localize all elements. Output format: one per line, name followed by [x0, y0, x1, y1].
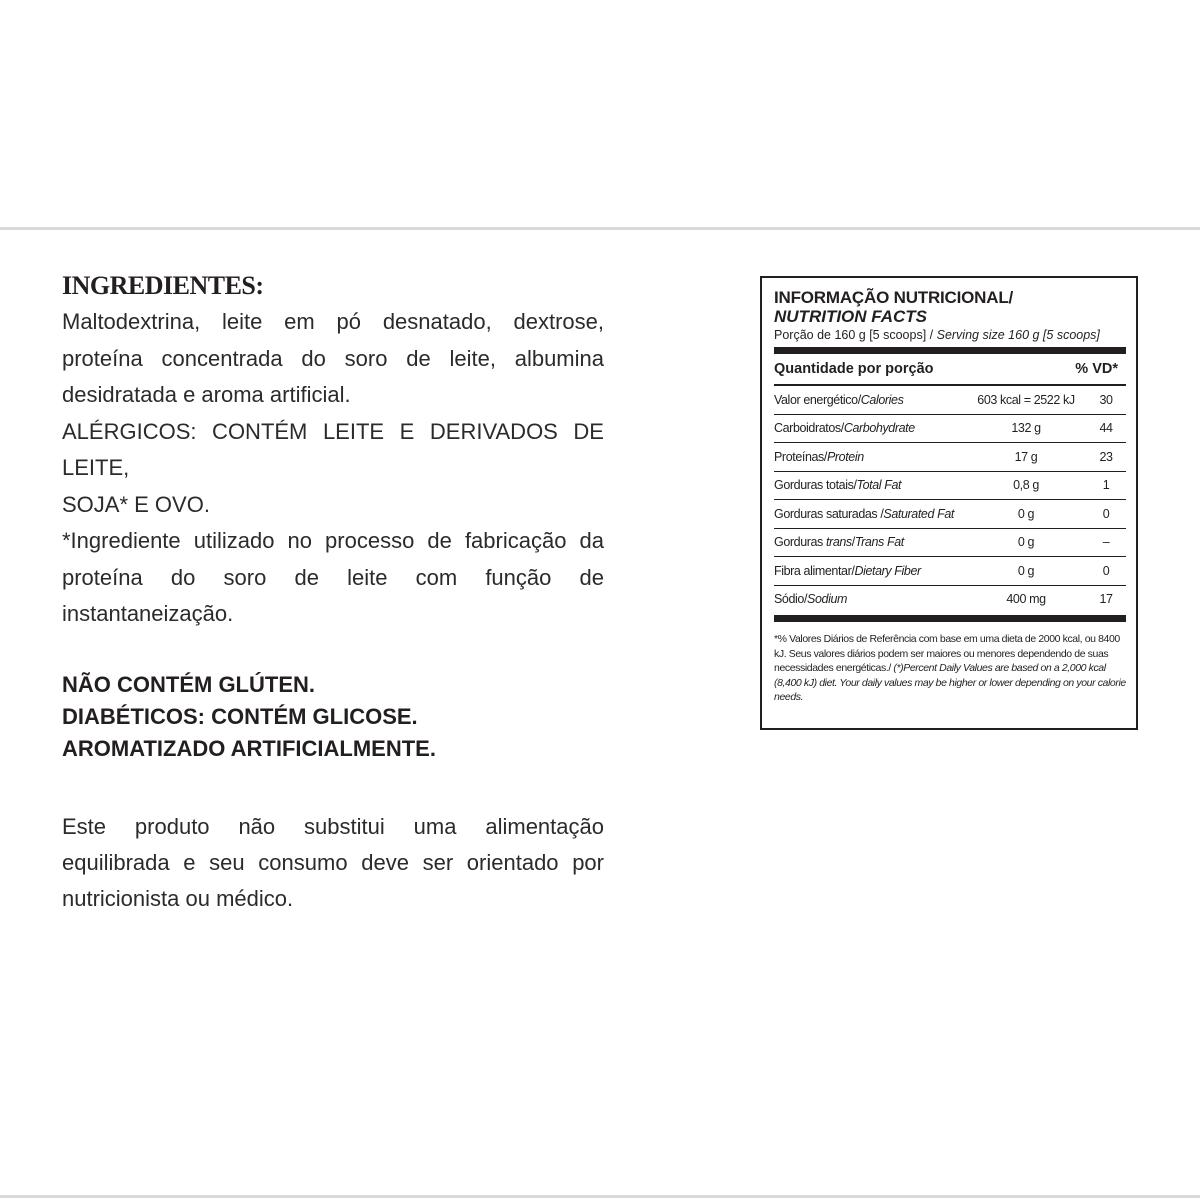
- nutrient-name-pt: Gorduras: [774, 535, 826, 550]
- table-row: [774, 529, 1126, 558]
- table-row: [774, 472, 1126, 501]
- nutrient-name-en: Dietary Fiber: [854, 563, 921, 578]
- nutrient-name-pt: Gorduras saturadas /: [774, 506, 884, 521]
- nutrient-name-pt: Proteínas/: [774, 449, 827, 464]
- footnote-en: (*)Percent Daily Values are based on a 2,000 kcal (8,400 kJ) diet. Your daily values may be higher or lower depending on your calorie needs.: [774, 662, 1126, 703]
- thick-divider-bottom: [774, 615, 1126, 622]
- nutrient-name: [774, 535, 966, 549]
- table-row: [774, 415, 1126, 444]
- warnings-block: [62, 669, 604, 765]
- artificial-flavor-warning: AROMATIZADO ARTIFICIALMENTE.: [62, 735, 436, 761]
- table-header: [774, 354, 1126, 386]
- ingredients-line: desidratada e aroma artificial.: [62, 382, 351, 407]
- nutrient-name-en: Trans Fat: [854, 535, 904, 550]
- thick-divider: [774, 347, 1126, 354]
- nutrient-name-pt: Valor energético/: [774, 392, 861, 407]
- nutrient-name-en: Total Fat: [856, 478, 902, 493]
- nutrient-name-pt: Sódio/: [774, 592, 808, 607]
- nutrient-name: [774, 507, 966, 521]
- nutrient-amount: 603 kcal = 2522 kJ: [977, 392, 1075, 407]
- footnote-line: instantaneização.: [62, 601, 234, 626]
- nutrient-name-en: Saturated Fat: [883, 506, 954, 521]
- nutrient-name-separator: /: [851, 535, 855, 550]
- serving-size-pt: Porção de 160 g [5 scoops] /: [774, 328, 937, 342]
- allergens-line: SOJA* E OVO.: [62, 491, 210, 517]
- nutrient-name-pt: Fibra alimentar/: [774, 563, 855, 578]
- nutrient-name: [774, 450, 966, 464]
- table-row: [774, 443, 1126, 472]
- nutrient-name-en: Sodium: [807, 592, 848, 607]
- nutrient-name-pt-italic: trans: [825, 535, 852, 550]
- nutrient-name: [774, 478, 966, 492]
- gluten-warning: NÃO CONTÉM GLÚTEN.: [62, 671, 315, 697]
- nutrient-name-en: Protein: [826, 449, 864, 464]
- nutrient-dv: 44: [1099, 421, 1113, 436]
- nutrient-rows: [774, 386, 1126, 613]
- table-row: [774, 500, 1126, 529]
- nutrient-amount: 17 g: [1014, 449, 1038, 464]
- table-row: [774, 557, 1126, 586]
- ingredients-line: Maltodextrina, leite em pó desnatado, dextrose,: [62, 309, 604, 334]
- nutrition-footnote: [774, 632, 1126, 705]
- nutrient-name-en: Calories: [860, 392, 904, 407]
- nutrient-dv: –: [1102, 535, 1110, 550]
- top-divider: [0, 227, 1200, 230]
- bottom-divider: [0, 1195, 1200, 1198]
- nutrient-dv: 30: [1099, 392, 1113, 407]
- nutrient-name: [774, 421, 966, 435]
- footnote-line: *Ingrediente utilizado no processo de fabricação da: [62, 528, 604, 553]
- table-row: [774, 386, 1126, 415]
- nutrient-amount: 0,8 g: [1013, 478, 1039, 493]
- header-dv: % VD*: [1075, 361, 1118, 377]
- nutrient-amount: 0 g: [1017, 563, 1035, 578]
- header-quantity: Quantidade por porção: [774, 361, 934, 377]
- disclaimer-line: nutricionista ou médico.: [62, 885, 294, 911]
- footnote-line: proteína do soro de leite com função de: [62, 564, 604, 590]
- ingredients-panel: [62, 268, 604, 917]
- nutrient-name: [774, 393, 966, 407]
- disclaimer-text: [62, 809, 604, 917]
- nutrition-title-pt: INFORMAÇÃO NUTRICIONAL/: [774, 288, 1014, 307]
- nutrient-name: [774, 592, 966, 606]
- nutrient-amount: 132 g: [1011, 421, 1041, 436]
- nutrient-amount: 400 mg: [1006, 592, 1046, 607]
- nutrient-name: [774, 564, 966, 578]
- nutrient-dv: 23: [1099, 449, 1113, 464]
- allergens-line: ALÉRGICOS: CONTÉM LEITE E DERIVADOS DE LEITE,: [62, 418, 604, 480]
- nutrient-name-pt: Gorduras totais/: [774, 478, 857, 493]
- nutrition-facts-table: [760, 276, 1138, 730]
- diabetics-warning: DIABÉTICOS: CONTÉM GLICOSE.: [62, 703, 418, 729]
- nutrient-name-en: Carbohydrate: [843, 421, 915, 436]
- ingredients-text: [62, 304, 604, 633]
- disclaimer-line: Este produto não substitui uma alimentação: [62, 813, 604, 839]
- disclaimer-line: equilibrada e seu consumo deve ser orientado por: [62, 849, 604, 875]
- table-row: [774, 586, 1126, 614]
- nutrient-name-pt: Carboidratos/: [774, 421, 844, 436]
- nutrient-dv: 0: [1102, 506, 1110, 521]
- nutrient-dv: 17: [1099, 592, 1113, 607]
- nutrient-dv: 0: [1102, 563, 1110, 578]
- nutrient-dv: 1: [1102, 478, 1110, 493]
- ingredients-line: proteína concentrada do soro de leite, albumina: [62, 345, 604, 371]
- serving-size-en: Serving size 160 g [5 scoops]: [936, 328, 1100, 342]
- ingredients-title: INGREDIENTES:: [62, 271, 264, 300]
- footnote-pt: *% Valores Diários de Referência com base em uma dieta de 2000 kcal, ou 8400 kJ. Seus valores diários podem ser maiores ou menores dependendo de suas necessidades energéticas./: [774, 633, 1120, 674]
- nutrition-title-en: NUTRITION FACTS: [774, 307, 927, 326]
- nutrient-amount: 0 g: [1017, 506, 1035, 521]
- serving-size: [774, 326, 1126, 344]
- nutrient-amount: 0 g: [1017, 535, 1035, 550]
